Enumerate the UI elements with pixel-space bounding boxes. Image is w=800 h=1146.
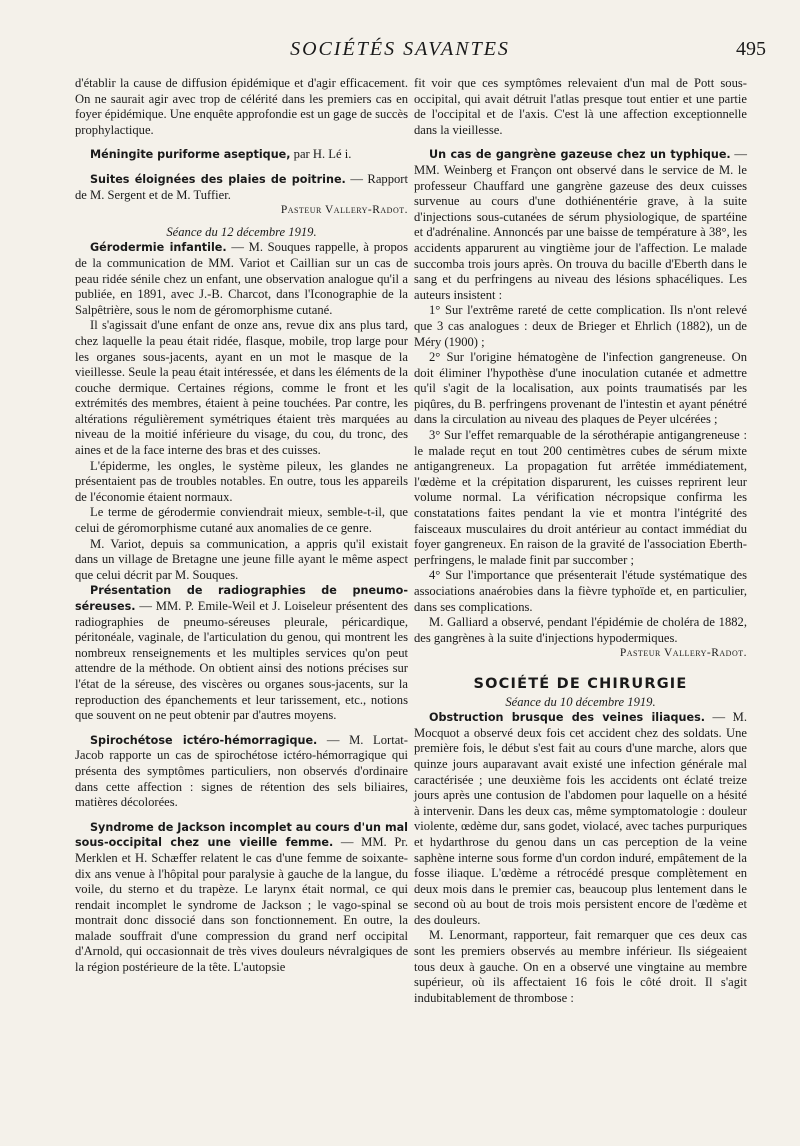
point-4: 4° Sur l'importance que présenterait l'étude systématique des associations anaérobies dans la fièvre typhoïde et, en particulier, dans ses complications. (414, 568, 747, 614)
jackson-text: — MM. Pr. Merklen et H. Schæffer relatent le cas d'une femme de soixante-dix ans venue à l'hôpital pour paralysie à gauche de la langue, du voile, du sterno et du trapèze. Le larynx était normal, ce qui rendait incomplet le syndrome de Jackson ; le vago-spinal se montrait donc dissocié dans son fonctionnement. En outre, la malade souffrait d'une compression du grand nerf occipital d'Arnold, qui occasionnait de très vives douleurs névralgiques de la région postérieure de la tête. L'autopsie (75, 835, 408, 975)
spirochetose-title: Spirochétose ictéro-hémorragique. (90, 733, 318, 747)
obstruction-text: — M. Mocquot a observé deux fois cet accident chez des soldats. Une première fois, le début s'est fait au cours d'une marche, alors que quinze jours auparavant avait existé une infection générale mal caractérisée ; une deuxième fois les accidents ont éclaté treize jours après une contusion de l'abdomen pour laquelle on a hésité à intervenir. Dans les deux cas, même symptomatologie : douleur violente, œdème dur, sans godet, violacé, avec taches purpuriques et hydarthrose du genou dans un cas perception de la veine saphène interne sous forme d'un cordon induré, empâtement de la fosse iliaque. L'œdème a rétrocédé presque complètement en deux mois dans le premier cas, beaucoup plus lentement dans le second où au bout de trois mois persistent encore de l'œdème et des douleurs. (414, 710, 747, 927)
gerodermie-entry (75, 240, 408, 318)
gangrene-entry (414, 147, 747, 303)
gangrene-title: Un cas de gangrène gazeuse chez un typhique. (429, 148, 731, 162)
meningite-entry (75, 147, 408, 163)
page-number: 495 (736, 38, 766, 60)
jackson-title: Syndrome de Jackson incomplet au cours d'un mal sous-occipital chez une vieille femme. (75, 820, 408, 850)
suites-entry (75, 172, 408, 203)
point-3: 3° Sur l'effet remarquable de la sérothérapie antigangreneuse : le malade reçut en tout 200 centimètres cubes de sérum mixte antigangreneux. La propagation fut arrêtée immédiatement, l'œdème et la crépitation disparurent, les cuisses reprirent leur volume normal. La vérification nécropsique confirma les constatations faites pendant la vie et montra l'intégrité des faisceaux musculaires du droit antérieur au contact immédiat du foyer gangreneux. En raison de la gravité de l'association Eberth-perfringens, le malade finit par succomber ; (414, 428, 747, 567)
seance-date: Séance du 10 décembre 1919. (505, 694, 656, 709)
spirochetose-entry (75, 733, 408, 811)
left-column (75, 76, 408, 976)
radiographies-text: — MM. P. Emile-Weil et J. Loiseleur présentent des radiographies de pneumo-séreuses pleurale, péricardique, péritonéale, vaginale, de l'articulation du genou, qui montrent les nombreux renseignements et les multiples services qu'on peut attendre de la méthode. On obtient ainsi des notions précises sur l'état de la séreuse, des viscères ou organes sous-jacents, sur la reproduction des épanchements et leur tarissement, etc., notions que souvent on ne peut obtenir par d'autres moyens. (75, 599, 408, 723)
running-head (0, 38, 800, 68)
gangrene-text: — MM. Weinberg et Françon ont observé dans le service de M. le professeur Chauffard une gangrène gazeuse des deux cuisses survenue au cours d'une dothiénentérie grave, à la suite d'injections sous-cutanées de sérum physiologique, de spartéine et d'adrénaline. Annoncés par une baisse de température à 38°, les accidents apparurent au vingtième jour de l'affection. Le malade succomba trois jours après. On trouva du bacille d'Eberth dans le sang et du perfringens au niveau des lésions sphacéliques. Les auteurs insistent : (414, 147, 747, 302)
paragraph: M. Variot, depuis sa communication, a appris qu'il existait dans un village de Bretagne une jeune fille ayant le même aspect que celui décrit par M. Souques. (75, 536, 408, 582)
continued-paragraph: d'établir la cause de diffusion épidémique et d'agir efficacement. On ne saurait agir avec trop de célérité dans les premiers cas en foyer épidémique. Une enquête approfondie est un gage de succès prophylactique. (75, 76, 408, 137)
point-2: 2° Sur l'origine hématogène de l'infection gangreneuse. On doit éliminer l'hypothèse d'une inoculation cutanée et admettre qu'il s'agit de la localisation, aux points traumatisés par les piqûres, du B. perfringens provenant de l'intestin et ayant pénétré dans la circulation au niveau des plaques de Peyer ulcérées ; (414, 350, 747, 427)
gerodermie-text: — M. Souques rappelle, à propos de la communication de MM. Variot et Caillian sur un cas de peau ridée sénile chez un enfant, une observation analogue qu'il a publiée, en 1891, avec J.-B. Charcot, dans l'Iconographie de la Salpêtrière, sous le nom de géromorphisme cutané. (75, 240, 408, 317)
right-column (414, 76, 747, 1006)
suites-text: — Rapport de M. Sergent et de M. Tuffier. (75, 171, 408, 202)
signature: Pasteur Vallery-Radot. (280, 204, 408, 217)
running-title: SOCIÉTÉS SAVANTES (290, 38, 510, 60)
section-heading: SOCIÉTÉ DE CHIRURGIE (473, 675, 688, 692)
continued-paragraph: fit voir que ces symptômes relevaient d'un mal de Pott sous-occipital, qui avait détruit l'atlas presque tout entier et une partie de l'occipital et de l'axis. C'est là une affection exceptionnelle dans la vieillesse. (414, 76, 747, 137)
suites-title: Suites éloignées des plaies de poitrine. (90, 172, 346, 186)
gerodermie-title: Gérodermie infantile. (90, 241, 227, 255)
meningite-title: Méningite puriforme aseptique, (90, 148, 291, 162)
paragraph: Il s'agissait d'une enfant de onze ans, revue dix ans plus tard, chez laquelle la peau était ridée, flasque, mobile, trop large pour les organes sous-jacents, ayant en un mot le masque de la vieillesse. Seule la peau était intéressée, et dans les éléments de la couche dermique. Certaines régions, comme le front et les extrémités des membres, étaient à peine touchées. Par contre, les altérations régulièrement symétriques étaient très marquées au niveau de la moitié inférieure du visage, du cou, du tronc, des aines et de la face interne des bras et des cuisses. (75, 318, 408, 458)
radiographies-title: Présentation de radiographies de pneumo-séreuses. (75, 584, 408, 613)
meningite-text: par H. Lé i. (293, 147, 352, 162)
obstruction-title: Obstruction brusque des veines iliaques. (429, 711, 705, 725)
paragraph: Le terme de gérodermie conviendrait mieux, semble-t-il, que celui de géromorphisme cutané aux anomalies de ce genre. (75, 505, 408, 536)
spirochetose-text: — M. Lortat-Jacob rapporte un cas de spirochétose ictéro-hémorragique qui présenta des symptômes particuliers, non observés d'ordinaire dans cette affection : signes de rétention des sels biliaires, matières décolorées. (75, 732, 408, 810)
galliard-paragraph: M. Galliard a observé, pendant l'épidémie de choléra de 1882, des gangrènes à la suite d'injections hypodermiques. (414, 615, 747, 645)
signature: Pasteur Vallery-Radot. (619, 647, 747, 660)
paragraph: M. Lenormant, rapporteur, fait remarquer que ces deux cas sont les premiers observés au membre inférieur. Ils siégeaient tous deux à gauche. On en a observé une vingtaine au membre supérieur, où ils affectaient 16 fois le côté droit. Il s'agit indubitablement de thrombose : (414, 928, 747, 1005)
radiographies-entry (75, 583, 408, 723)
seance-date: Séance du 12 décembre 1919. (166, 224, 317, 239)
point-1: 1° Sur l'extrême rareté de cette complication. Ils n'ont relevé que 3 cas analogues : deux de Brieger et Ehrlich (1882), un de Méry (1900) ; (414, 303, 747, 349)
jackson-entry (75, 820, 408, 976)
obstruction-entry (414, 710, 747, 928)
paragraph: L'épiderme, les ongles, le système pileux, les glandes ne présentaient pas de troubles notables. En outre, tous les appareils de l'économie étaient normaux. (75, 458, 408, 504)
